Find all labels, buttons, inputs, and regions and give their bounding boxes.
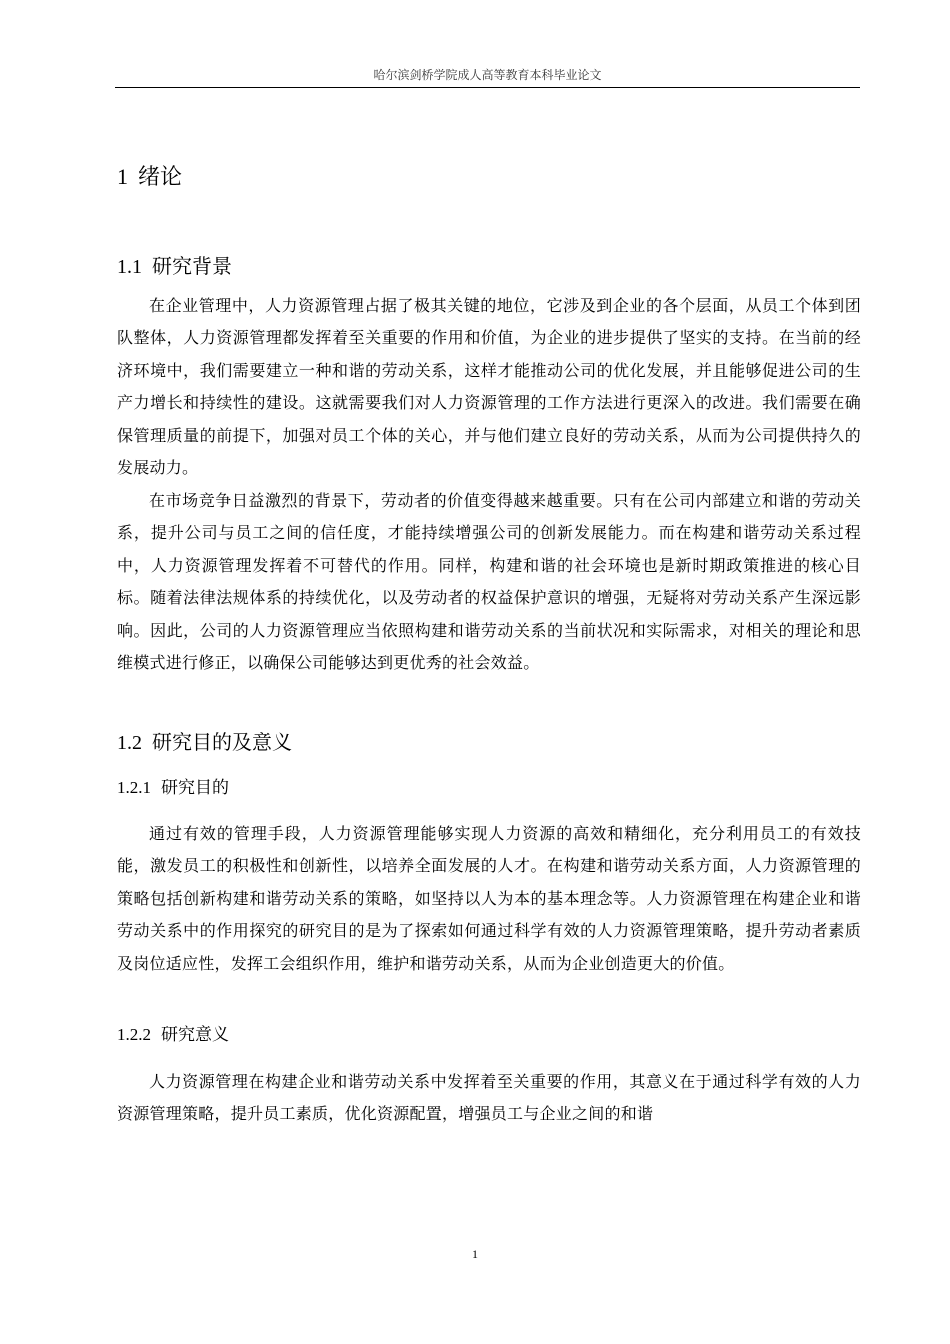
paragraph-background-1: 在企业管理中，人力资源管理占据了极其关键的地位，它涉及到企业的各个层面，从员工个体到团队整体，人力资源管理都发挥着至关重要的作用和价值，为企业的进步提供了坚实的支持。在当前的经济环境中，我们需要建立一种和谐的劳动关系，这样才能推动公司的优化发展，并且能够促进公司的生产力增长和持续性的建设。这就需要我们对人力资源管理的工作方法进行更深入的改进。我们需要在确保管理质量的前提下，加强对员工个体的关心，并与他们建立良好的劳动关系，从而为公司提供持久的发展动力。 — [117, 296, 861, 478]
section-title: 研究目的及意义 — [152, 730, 292, 754]
page-number: 1 — [472, 1247, 478, 1261]
paragraph-background-2: 在市场竞争日益激烈的背景下，劳动者的价值变得越来越重要。只有在公司内部建立和谐的劳动关系，提升公司与员工之间的信任度，才能持续增强公司的创新发展能力。而在构建和谐劳动关系过程中，人力资源管理发挥着不可替代的作用。同样，构建和谐的社会环境也是新时期政策推进的核心目标。随着法律法规体系的持续优化，以及劳动者的权益保护意识的增强，无疑将对劳动关系产生深远影响。因此，公司的人力资源管理应当依照构建和谐劳动关系的当前状况和实际需求，对相关的理论和思维模式进行修正，以确保公司能够达到更优秀的社会效益。 — [117, 491, 861, 673]
subsection-title: 研究目的 — [161, 778, 229, 798]
section-heading-1-2 — [117, 728, 292, 757]
section-number: 1.1 — [117, 256, 142, 278]
chapter-title: 绪论 — [138, 165, 183, 190]
subsection-number: 1.2.1 — [117, 778, 151, 797]
section-heading-1-1 — [117, 252, 232, 281]
chapter-number: 1 — [117, 164, 128, 189]
subsection-heading-1-2-1 — [117, 775, 229, 801]
chapter-heading — [117, 162, 182, 193]
subsection-title: 研究意义 — [161, 1025, 229, 1045]
paragraph-purpose: 通过有效的管理手段，人力资源管理能够实现人力资源的高效和精细化，充分利用员工的有效技能，激发员工的积极性和创新性，以培养全面发展的人才。在构建和谐劳动关系方面，人力资源管理的策略包括创新构建和谐劳动关系的策略，如坚持以人为本的基本理念等。人力资源管理在构建企业和谐劳动关系中的作用探究的研究目的是为了探索如何通过科学有效的人力资源管理策略，提升劳动者素质及岗位适应性，发挥工会组织作用，维护和谐劳动关系，从而为企业创造更大的价值。 — [117, 824, 861, 973]
subsection-heading-1-2-2 — [117, 1022, 229, 1048]
section-title: 研究背景 — [152, 254, 232, 278]
header-rule — [115, 87, 860, 88]
paragraph-significance: 人力资源管理在构建企业和谐劳动关系中发挥着至关重要的作用，其意义在于通过科学有效的人力资源管理策略，提升员工素质，优化资源配置，增强员工与企业之间的和谐 — [117, 1072, 861, 1124]
section-number: 1.2 — [117, 732, 142, 754]
subsection-number: 1.2.2 — [117, 1025, 151, 1044]
running-header: 哈尔滨剑桥学院成人高等教育本科毕业论文 — [373, 68, 602, 82]
